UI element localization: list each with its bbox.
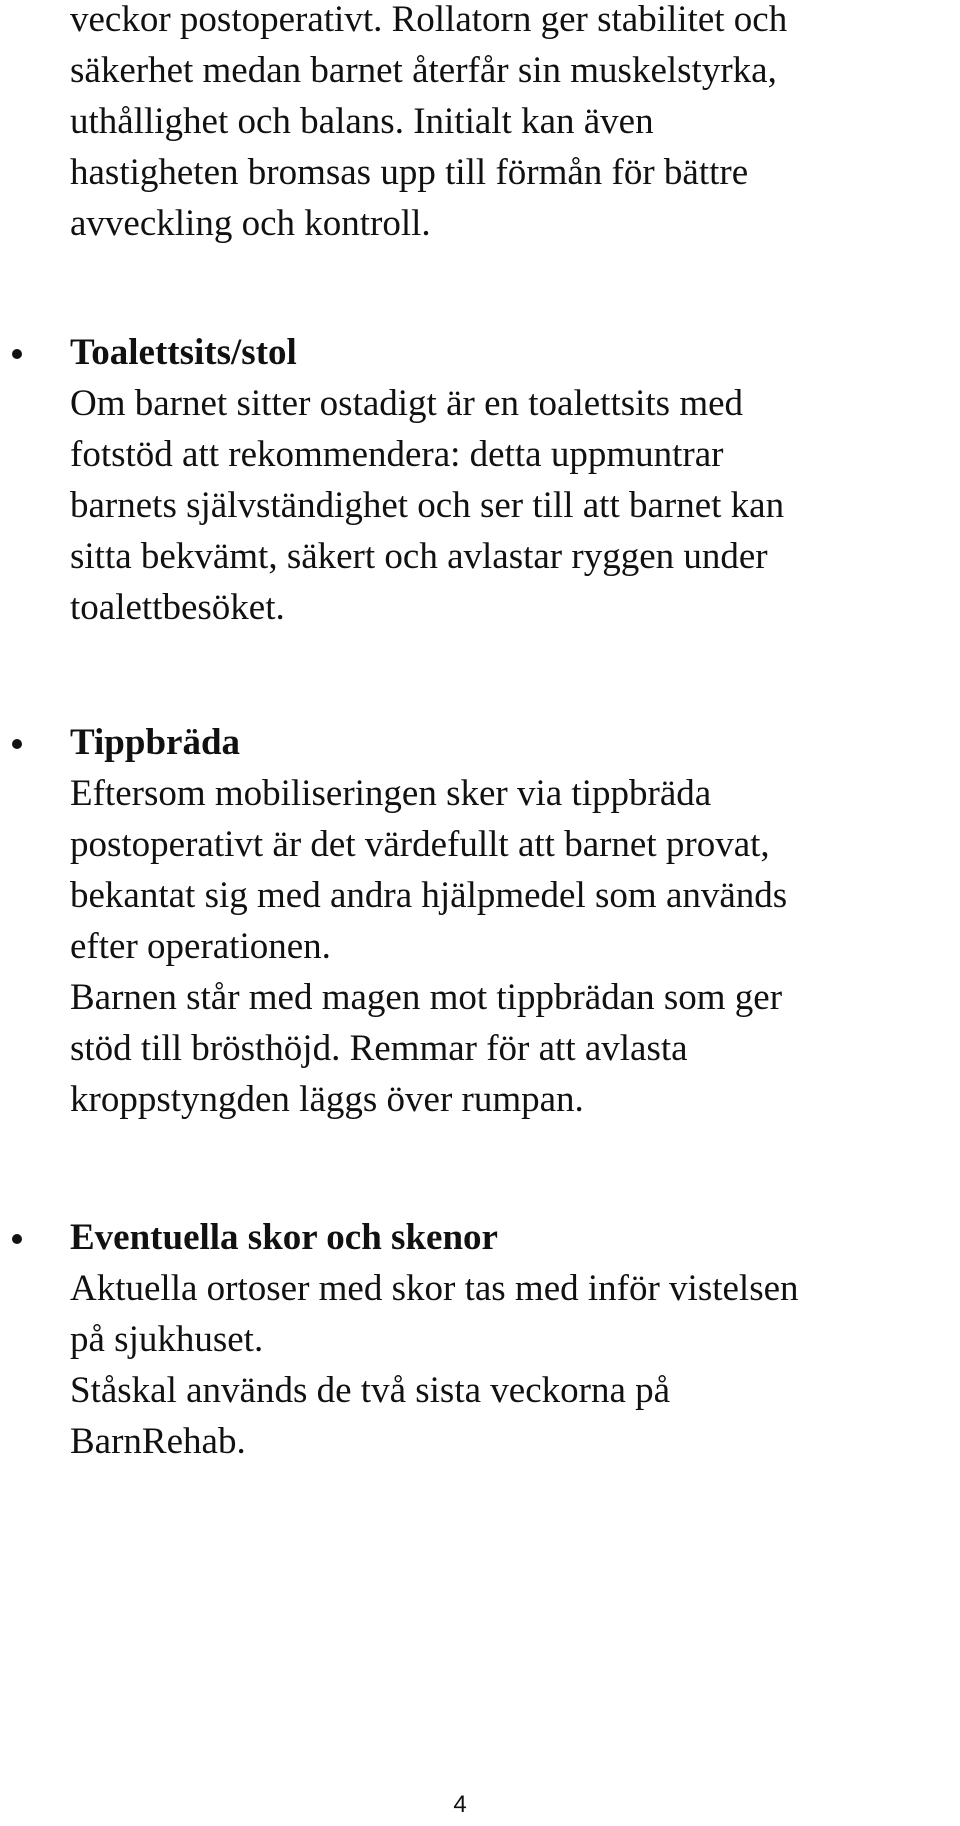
page-number: 4 (453, 1791, 467, 1818)
bullet-icon (12, 349, 22, 359)
section-toalettsits (70, 327, 950, 633)
text-line: toalettbesöket. (70, 587, 285, 628)
text-line: hastigheten bromsas upp till förmån för bättre (70, 152, 749, 193)
text-line: kroppstyngden läggs över rumpan. (70, 1079, 584, 1120)
text-line: veckor postoperativt. Rollatorn ger stabilitet och (70, 0, 788, 40)
text-line: uthållighet och balans. Initialt kan även (70, 101, 654, 142)
text-line: fotstöd att rekommendera: detta uppmuntrar (70, 434, 724, 475)
bullet-icon (12, 739, 22, 749)
text-line: Barnen står med magen mot tippbrädan som ger (70, 977, 783, 1018)
intro-paragraph (70, 0, 950, 249)
text-line: Ståskal används de två sista veckorna på (70, 1370, 671, 1411)
text-line: barnets självständighet och ser till att barnet kan (70, 485, 785, 526)
section-heading: Toalettsits/stol (70, 332, 297, 373)
text-line: säkerhet medan barnet återfår sin muskelstyrka, (70, 50, 777, 91)
section-skor-och-skenor (70, 1212, 950, 1467)
text-line: på sjukhuset. (70, 1319, 264, 1360)
text-line: postoperativt är det värdefullt att barnet provat, (70, 824, 770, 865)
text-line: Eftersom mobiliseringen sker via tippbräda (70, 773, 712, 814)
section-heading: Eventuella skor och skenor (70, 1217, 498, 1258)
text-line: Aktuella ortoser med skor tas med inför vistelsen (70, 1268, 799, 1309)
text-line: BarnRehab. (70, 1421, 246, 1462)
text-line: stöd till brösthöjd. Remmar för att avlasta (70, 1028, 688, 1069)
text-line: sitta bekvämt, säkert och avlastar ryggen under (70, 536, 768, 577)
text-line: Om barnet sitter ostadigt är en toalettsits med (70, 383, 744, 424)
section-heading: Tippbräda (70, 722, 241, 763)
bullet-icon (12, 1234, 22, 1244)
section-tippbrada (70, 717, 950, 1125)
text-line: efter operationen. (70, 926, 331, 967)
text-line: avveckling och kontroll. (70, 203, 431, 244)
text-line: bekantat sig med andra hjälpmedel som används (70, 875, 788, 916)
